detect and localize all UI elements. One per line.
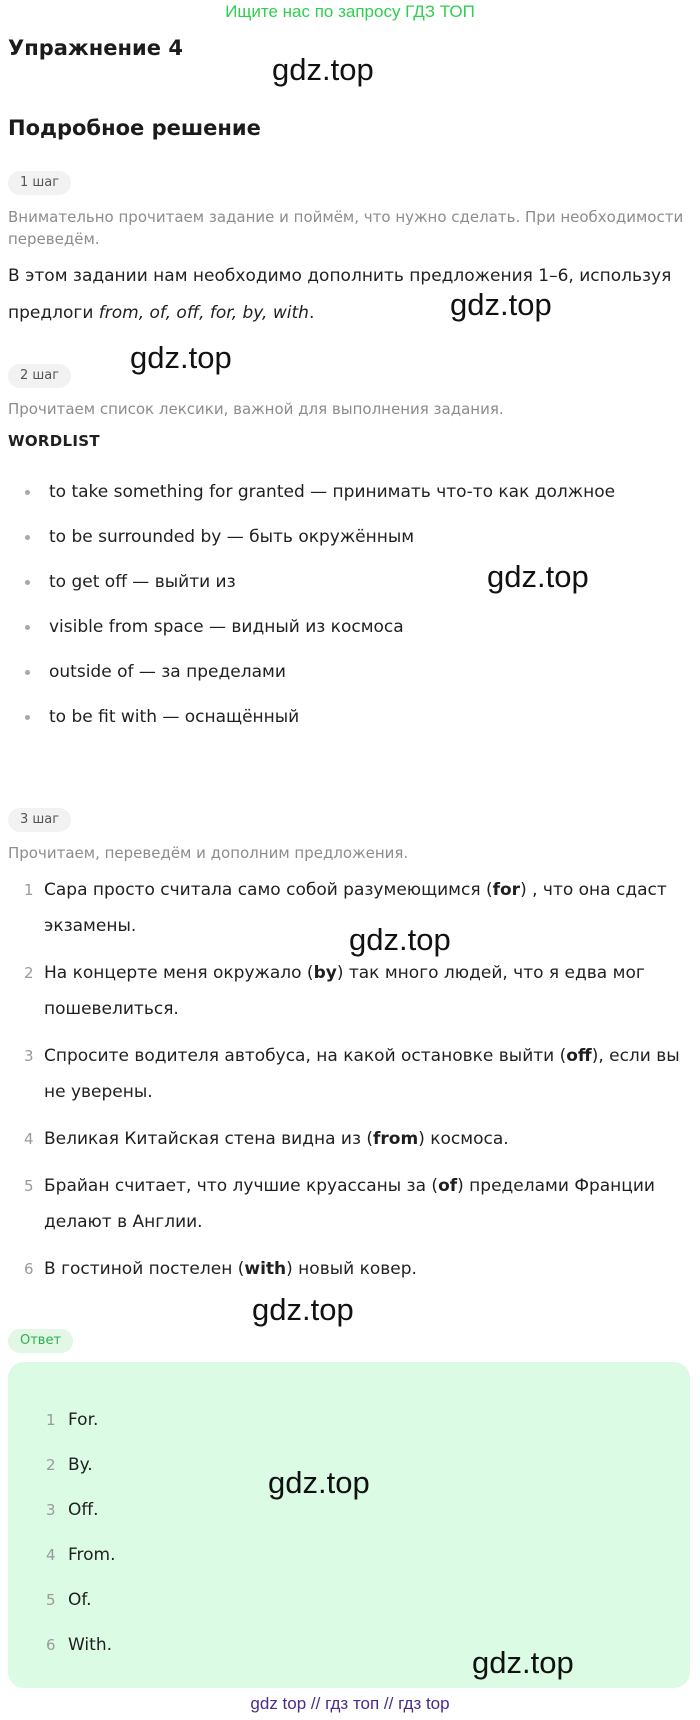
wordlist bbox=[22, 478, 662, 748]
step-2-badge: 2 шаг bbox=[8, 364, 71, 388]
list-item: to get off — выйти из bbox=[22, 568, 662, 613]
watermark: gdz.top bbox=[268, 1465, 370, 1500]
list-item: 3 Спросите водителя автобуса, на какой остановке выйти (off), если вы не уверены. bbox=[24, 1046, 680, 1102]
list-item: 1 For. bbox=[46, 1410, 99, 1430]
list-item: 6 With. bbox=[46, 1635, 113, 1655]
list-item: to be surrounded by — быть окружённым bbox=[22, 523, 662, 568]
list-item: 5 Брайан считает, что лучшие круассаны за (of) пределами Франции делают в Англии. bbox=[24, 1176, 655, 1232]
answer-badge: Ответ bbox=[8, 1329, 73, 1353]
step-1-text: В этом задании нам необходимо дополнить предложения 1–6, используя предлоги from, of, off, for, by, with. bbox=[8, 266, 672, 323]
list-item: to be fit with — оснащённый bbox=[22, 703, 662, 748]
wordlist-title: WORDLIST bbox=[8, 432, 100, 450]
step-1-note: Внимательно прочитаем задание и поймём, что нужно сделать. При необходимости переведём. bbox=[8, 208, 684, 248]
list-item: to take something for granted — принимать что-то как должное bbox=[22, 478, 662, 523]
exercise-title: Упражнение 4 bbox=[8, 36, 183, 60]
watermark: gdz.top bbox=[487, 559, 589, 594]
bullet-icon bbox=[25, 535, 30, 540]
footer-links[interactable]: gdz top // гдз топ // гдз top bbox=[250, 1694, 450, 1713]
answer-list bbox=[46, 1406, 116, 1676]
list-item: 4 From. bbox=[46, 1545, 116, 1565]
watermark: gdz.top bbox=[349, 922, 451, 957]
watermark: gdz.top bbox=[472, 1645, 574, 1680]
search-banner[interactable]: Ищите нас по запросу ГДЗ ТОП bbox=[225, 2, 475, 21]
prepositions-list: from, of, off, for, by, with bbox=[98, 303, 309, 323]
list-item: outside of — за пределами bbox=[22, 658, 662, 703]
step-3-badge: 3 шаг bbox=[8, 808, 71, 832]
solution-title: Подробное решение bbox=[8, 116, 261, 140]
list-item: 3 Off. bbox=[46, 1500, 99, 1520]
step-1-badge: 1 шаг bbox=[8, 171, 71, 195]
step-2-note: Прочитаем список лексики, важной для выполнения задания. bbox=[8, 400, 504, 418]
bullet-icon bbox=[25, 715, 30, 720]
watermark: gdz.top bbox=[272, 52, 374, 87]
list-item: 2 By. bbox=[46, 1455, 93, 1475]
bullet-icon bbox=[25, 670, 30, 675]
step-3-note: Прочитаем, переведём и дополним предложения. bbox=[8, 844, 409, 862]
list-item: 2 На концерте меня окружало (by) так много людей, что я едва мог пошевелиться. bbox=[24, 963, 645, 1019]
list-item: visible from space — видный из космоса bbox=[22, 613, 662, 658]
bullet-icon bbox=[25, 580, 30, 585]
bullet-icon bbox=[25, 490, 30, 495]
list-item: 4 Великая Китайская стена видна из (from) космоса. bbox=[24, 1129, 509, 1149]
watermark: gdz.top bbox=[252, 1292, 354, 1327]
watermark: gdz.top bbox=[450, 287, 552, 322]
list-item: 5 Of. bbox=[46, 1590, 92, 1610]
list-item: 1 Сара просто считала само собой разумеющимся (for) , что она сдаст экзамены. bbox=[24, 880, 667, 936]
bullet-icon bbox=[25, 625, 30, 630]
list-item: 6 В гостиной постелен (with) новый ковер. bbox=[24, 1259, 417, 1279]
watermark: gdz.top bbox=[130, 340, 232, 375]
